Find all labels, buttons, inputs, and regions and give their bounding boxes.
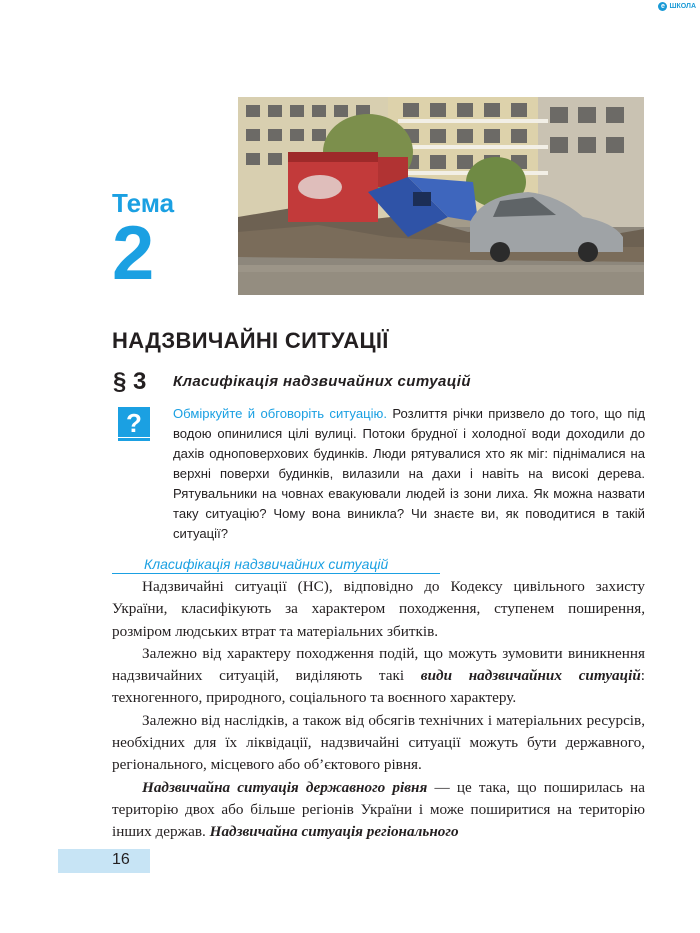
paragraph-2	[112, 643, 645, 710]
paragraph-2-text-b: : техногенного, природного, соціального та воєнного характеру.	[112, 667, 645, 707]
paragraph-4	[112, 777, 645, 844]
subheading: Класифікація надзвичайних ситуацій	[144, 556, 389, 572]
question-icon	[118, 407, 150, 441]
paragraph-4-emphasis-1: Надзвичайна ситуація державного рівня	[142, 778, 428, 796]
publisher-logo	[658, 2, 696, 11]
paragraph-2-emphasis: види надзвичайних ситуацій	[420, 667, 641, 685]
discussion-text: Розлиття річки призвело до того, що під водою опинилися цілі вулиці. Потоки брудної і холодної води доходили до дахів одноповерхових будинків. Люди рятувалися хто як міг: піднімалися на верхні поверхи будинків, вилазили на дахи і навіть на високі дерева. Рятувальники на човнах евакуювали людей із зони лиха. Як можна назвати таку ситуацію? Чому вона виникла? Чи знаєте ви, як поводитися в такій ситуації?	[173, 406, 645, 541]
paragraph-1: Надзвичайні ситуації (НС), відповідно до Кодексу цивільного захисту України, класифікують за характером походження, ступенем поширення, розміром людських втрат та матеріальних збитків.	[112, 578, 645, 640]
logo-text: ШКОЛА	[669, 3, 696, 10]
flood-photo	[238, 97, 644, 295]
svg-text:?: ?	[126, 408, 142, 438]
topic-number: 2	[112, 211, 155, 296]
paragraph-4-text: — це така, що поширилась на територію двох або більше регіонів України і може поширитися на територію інших держав.	[112, 778, 646, 841]
paragraph-4-emphasis-2: Надзвичайна ситуація регіонального	[209, 823, 459, 841]
page-number-bar	[58, 849, 150, 873]
paragraph-2-text-a: Залежно від характеру походження подій, що можуть зумовити виникнення надзвичайних ситуацій, виділяють такі	[112, 644, 645, 685]
logo-mark: e	[658, 2, 667, 11]
paragraph-3: Залежно від наслідків, а також від обсягів технічних і матеріальних ресурсів, необхідних для їх ліквідації, надзвичайні ситуації можуть бути державного, регіонального, місцевого або об’єктового рівня.	[112, 711, 645, 774]
section-number: § 3	[113, 368, 147, 395]
discussion-block	[173, 404, 645, 544]
section-title: Класифікація надзвичайних ситуацій	[173, 373, 471, 390]
topic-label: Тема	[112, 188, 175, 218]
chapter-title: НАДЗВИЧАЙНІ СИТУАЦІЇ	[112, 328, 389, 353]
page-number: 16	[112, 851, 130, 868]
discussion-lead: Обміркуйте й обговоріть ситуацію.	[173, 406, 387, 421]
body-text	[112, 576, 645, 844]
subheading-underline	[112, 573, 440, 574]
